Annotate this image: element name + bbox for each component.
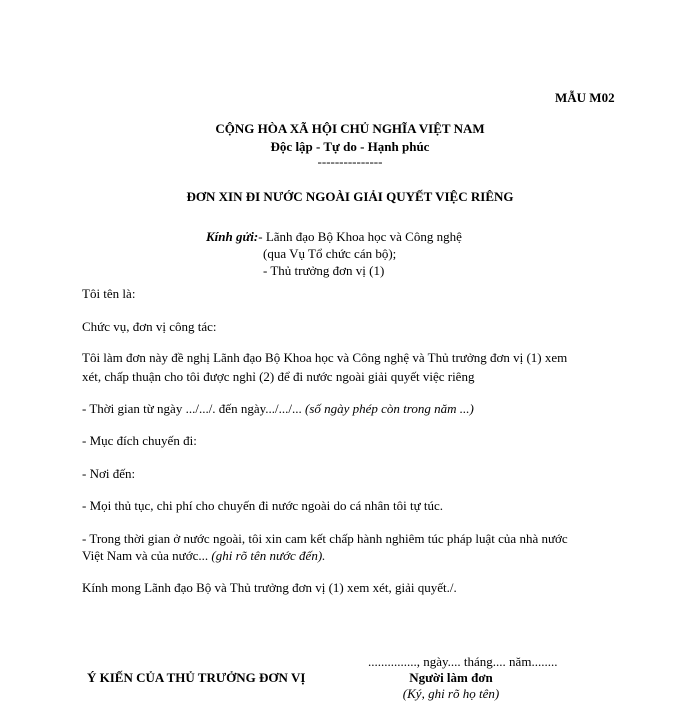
destination-label: - Nơi đến: bbox=[82, 466, 136, 481]
costs-text: - Mọi thủ tục, chi phí cho chuyến đi nước ngoài do cá nhân tôi tự túc. bbox=[82, 498, 444, 513]
name-label: Tôi tên là: bbox=[82, 286, 136, 301]
recipient-leadership: - Lãnh đạo Bộ Khoa học và Công nghệ bbox=[258, 229, 462, 244]
applicant-note: (Ký, ghi rõ họ tên) bbox=[402, 686, 500, 701]
purpose-label: - Mục đích chuyến đi: bbox=[82, 433, 197, 448]
date-line: ..............., ngày.... tháng.... năm........ bbox=[368, 654, 558, 669]
commit-line-1: - Trong thời gian ở nước ngoài, tôi xin cam kết chấp hành nghiêm túc pháp luật của nhà nước bbox=[82, 531, 568, 546]
commit-text: Việt Nam và của nước... bbox=[82, 548, 212, 563]
form-code: MẪU M02 bbox=[555, 90, 615, 105]
header-divider: --------------- bbox=[317, 154, 383, 169]
recipient-line-2: (qua Vụ Tổ chức cán bộ); bbox=[263, 246, 397, 261]
closing-text: Kính mong Lãnh đạo Bộ và Thủ trưởng đơn vị (1) xem xét, giải quyết./. bbox=[82, 580, 457, 595]
motto: Độc lập - Tự do - Hạnh phúc bbox=[270, 139, 430, 154]
commit-line-2 bbox=[82, 548, 325, 564]
recipient-label: Kính gửi: bbox=[206, 229, 259, 244]
time-text: - Thời gian từ ngày .../.../. đến ngày.../.../... bbox=[82, 401, 305, 416]
applicant-label: Người làm đơn bbox=[409, 670, 493, 685]
commit-note: (ghi rõ tên nước đến). bbox=[211, 548, 326, 563]
opinion-label: Ý KIẾN CỦA THỦ TRƯỞNG ĐƠN VỊ bbox=[87, 670, 306, 685]
time-note: (số ngày phép còn trong năm ...) bbox=[304, 401, 474, 416]
position-label: Chức vụ, đơn vị công tác: bbox=[82, 319, 217, 334]
recipient-line-1 bbox=[206, 229, 462, 245]
country-heading: CỘNG HÒA XÃ HỘI CHỦ NGHĨA VIỆT NAM bbox=[215, 121, 485, 136]
recipient-line-3: - Thủ trưởng đơn vị (1) bbox=[263, 263, 385, 278]
request-line-1: Tôi làm đơn này đề nghị Lãnh đạo Bộ Khoa học và Công nghệ và Thủ trưởng đơn vị (1) xem bbox=[82, 350, 568, 365]
time-line bbox=[82, 401, 474, 417]
document-title: ĐƠN XIN ĐI NƯỚC NGOÀI GIẢI QUYẾT VIỆC RIÊNG bbox=[186, 189, 514, 204]
request-line-2: xét, chấp thuận cho tôi được nghỉ (2) để đi nước ngoài giải quyết việc riêng bbox=[82, 369, 475, 384]
